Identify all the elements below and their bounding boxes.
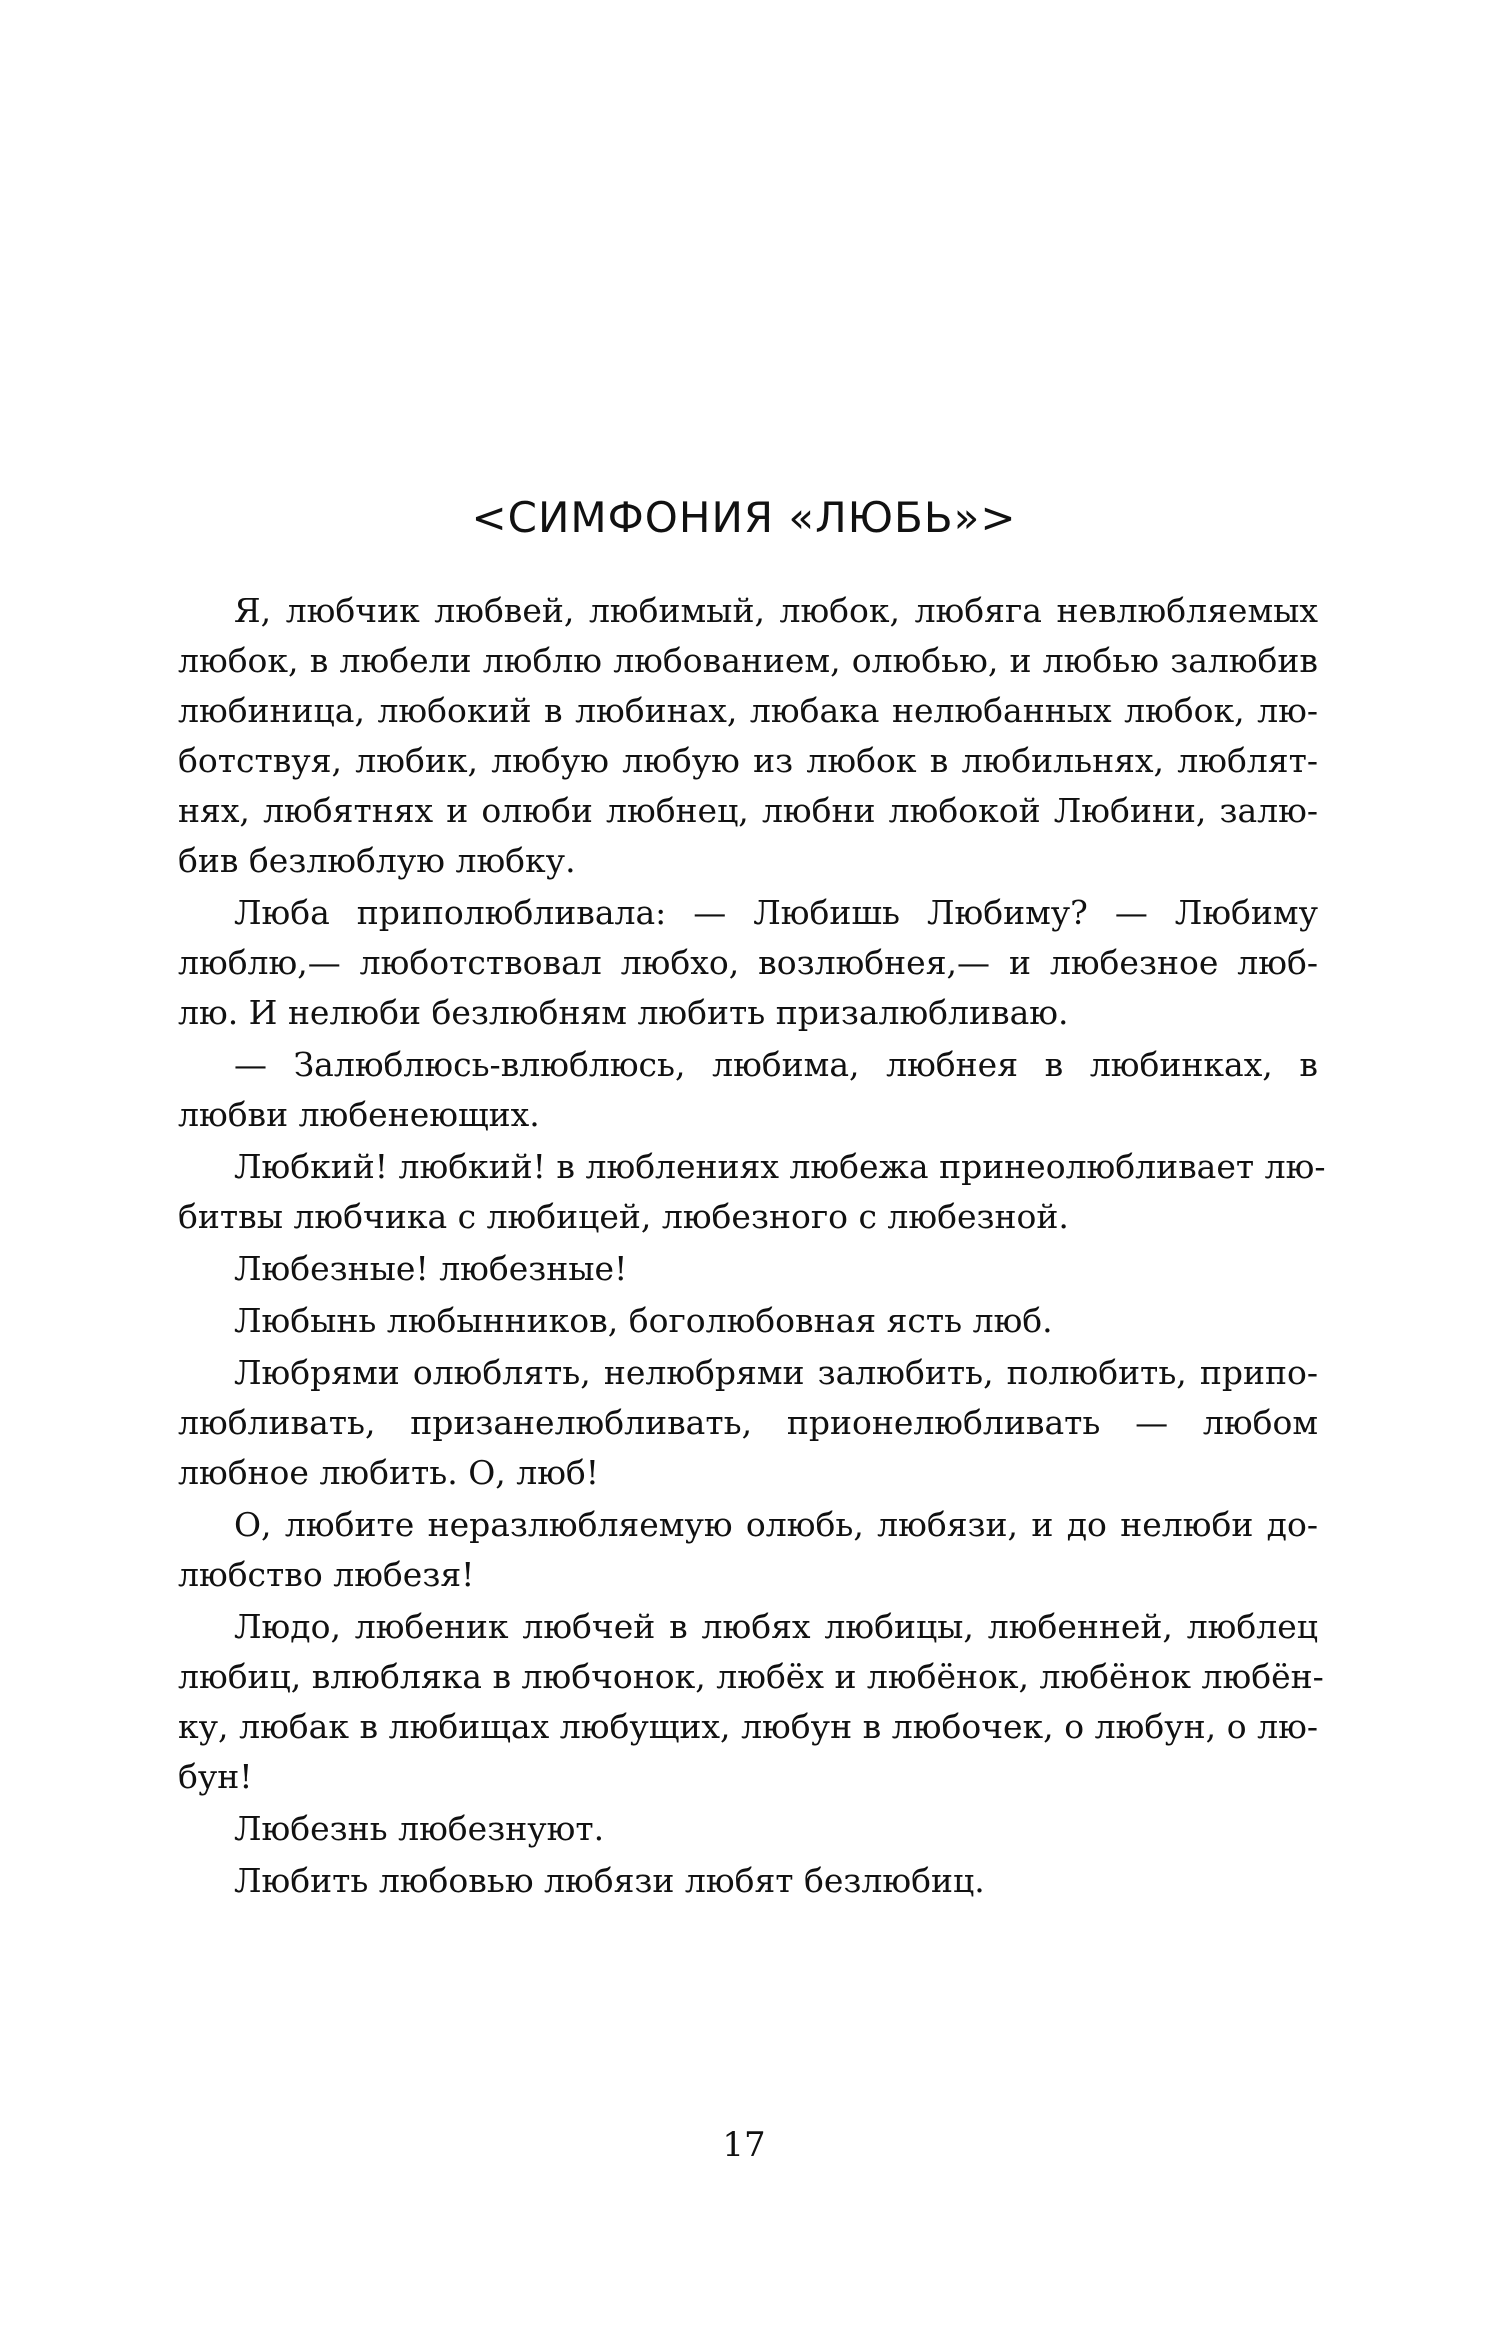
body-text (178, 586, 1326, 1908)
page-number: 17 (722, 2125, 766, 2165)
text-line: лю. И нелюби безлюбням любить призалюбливаю. (178, 993, 1069, 1032)
paragraph (178, 1348, 1318, 1498)
text-line: любное любить. О, люб! (178, 1453, 600, 1492)
text-line: люблю,— люботствовал любхо, возлюбнея,— и любезное люб- (178, 943, 1318, 982)
paragraph (178, 1244, 1318, 1294)
paragraph (178, 1040, 1318, 1140)
paragraph (178, 1804, 1318, 1854)
text-line: любви любенеющих. (178, 1095, 540, 1134)
text-line: О, любите неразлюбляемую олюбь, любязи, и до нелюби до- (234, 1505, 1318, 1544)
text-line: Любрями олюблять, нелюбрями залюбить, полюбить, припо- (234, 1353, 1318, 1392)
text-line: Любезные! любезные! (234, 1249, 628, 1288)
text-line: любиц, влюбляка в любчонок, любёх и любёнок, любёнок любён- (178, 1657, 1324, 1696)
paragraph (178, 1500, 1318, 1600)
text-line: любиница, любокий в любинах, любака нелюбанных любок, лю- (178, 691, 1318, 730)
text-line: Любезнь любезнуют. (234, 1809, 605, 1848)
text-line: Люба приполюбливала: — Любишь Любиму? — Любиму (234, 893, 1318, 932)
text-line: нях, любятнях и олюби любнец, любни любокой Любини, залю- (178, 791, 1318, 830)
text-line: — Залюблюсь-влюблюсь, любима, любнея в любинках, в (234, 1045, 1318, 1084)
text-line: ботствуя, любик, любую любую из любок в любильнях, люблят- (178, 741, 1318, 780)
paragraph (178, 1602, 1324, 1802)
paragraph (178, 586, 1318, 886)
paragraph (178, 888, 1318, 1038)
text-line: Любынь любынников, боголюбовная ясть люб. (234, 1301, 1053, 1340)
text-line: бив безлюблую любку. (178, 841, 576, 880)
text-line: Любить любовью любязи любят безлюбиц. (234, 1861, 985, 1900)
text-line: любок, в любели люблю любованием, олюбью, и любью залюбив (178, 641, 1318, 680)
text-line: любливать, призанелюбливать, прионелюбливать — любом (178, 1403, 1318, 1442)
paragraph (178, 1296, 1318, 1346)
text-line: бун! (178, 1757, 253, 1796)
paragraph (178, 1142, 1326, 1242)
text-line: Любкий! любкий! в люблениях любежа принеолюбливает лю- (234, 1147, 1326, 1186)
paragraph (178, 1856, 1318, 1906)
chapter-title: <СИМФОНИЯ «ЛЮБЬ»> (471, 493, 1017, 542)
text-line: Людо, любеник любчей в любях любицы, любенней, люблец (234, 1607, 1318, 1646)
text-line: битвы любчика с любицей, любезного с любезной. (178, 1197, 1069, 1236)
text-line: Я, любчик любвей, любимый, любок, любяга невлюбляемых (234, 591, 1318, 630)
text-line: любство любезя! (178, 1555, 475, 1594)
text-line: ку, любак в любищах любущих, любун в любочек, о любун, о лю- (178, 1707, 1318, 1746)
